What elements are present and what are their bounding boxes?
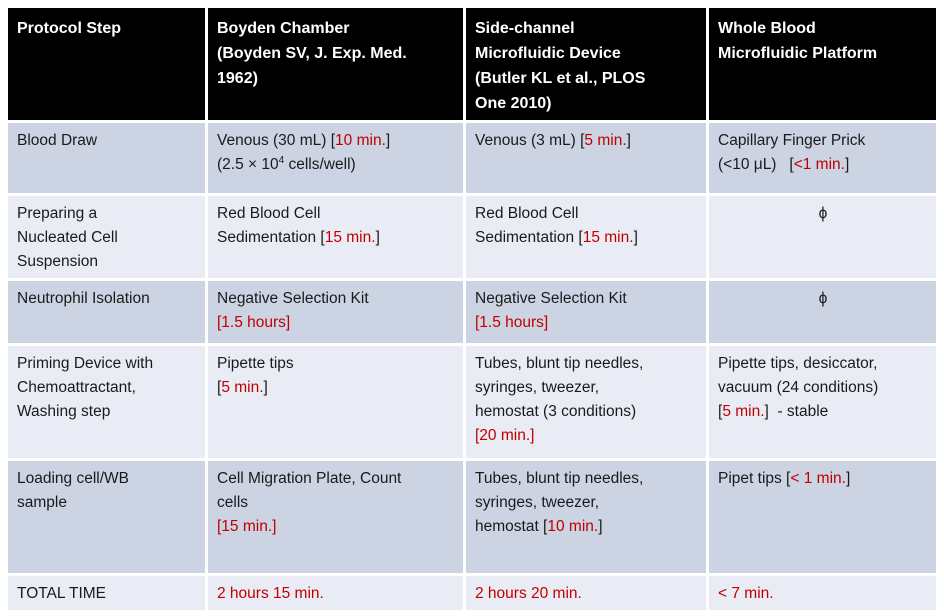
time-value: 2 hours 15 min.: [217, 585, 324, 602]
cell-text: Chemoattractant,: [17, 379, 136, 396]
value-cell: [709, 461, 936, 573]
cell-text: sample: [17, 494, 67, 511]
cell-text: ] - stable: [764, 403, 829, 420]
cell-text: Pipet tips [: [718, 470, 791, 487]
cell-line: [17, 582, 197, 606]
cell-line: [475, 352, 698, 376]
table-row: [8, 346, 936, 458]
cell-text: ]: [598, 518, 603, 535]
cell-text: Sedimentation [: [475, 229, 583, 246]
cell-line: [475, 582, 698, 606]
cell-line: [718, 352, 928, 376]
header-line: Microfluidic Device: [475, 45, 621, 62]
cell-line: [217, 376, 455, 400]
cell-line: [718, 153, 928, 177]
cell-text: vacuum (24 conditions): [718, 379, 879, 396]
cell-line: [17, 400, 197, 424]
cell-line: [475, 226, 698, 250]
time-value: 10 min.: [547, 518, 599, 535]
cell-line: [475, 129, 698, 153]
cell-line: [217, 311, 455, 335]
cell-line: [17, 202, 197, 226]
cell-line: [17, 287, 197, 311]
cell-line: [217, 287, 455, 311]
cell-line: [475, 424, 698, 448]
cell-text: Pipette tips, desiccator,: [718, 355, 878, 372]
cell-text: Red Blood Cell: [475, 205, 579, 222]
value-cell: [466, 123, 706, 193]
header-line: 1962): [217, 70, 258, 87]
time-value: [1.5 hours]: [217, 314, 291, 331]
cell-text: [: [217, 379, 222, 396]
step-cell: [8, 346, 205, 458]
value-cell: [466, 346, 706, 458]
cell-text: Negative Selection Kit: [475, 290, 627, 307]
header-line: (Butler KL et al., PLOS: [475, 70, 646, 87]
time-value: 10 min.: [335, 132, 386, 149]
cell-text: ]: [626, 132, 631, 149]
time-value: 5 min.: [221, 379, 264, 396]
cell-text: 4: [278, 154, 285, 166]
cell-text: Negative Selection Kit: [217, 290, 369, 307]
step-cell: [8, 281, 205, 343]
time-value: 15 min.: [324, 229, 376, 246]
cell-text: Preparing a: [17, 205, 98, 222]
header-line: Protocol Step: [17, 20, 122, 37]
header-line: Boyden Chamber: [217, 20, 350, 37]
value-cell: [466, 281, 706, 343]
cell-text: Venous (3 mL) [: [475, 132, 585, 149]
cell-text: Red Blood Cell: [217, 205, 321, 222]
cell-text: [: [718, 403, 723, 420]
cell-line: [217, 515, 455, 539]
value-cell: [208, 346, 463, 458]
step-cell: [8, 576, 205, 610]
cell-text: hemostat [: [475, 518, 548, 535]
header-line: One 2010): [475, 95, 552, 112]
table-row: [8, 461, 936, 573]
cell-line: [17, 491, 197, 515]
cell-line: [217, 153, 455, 177]
time-value: <1 min.: [793, 156, 845, 173]
column-header: [466, 8, 706, 120]
table-body: [8, 123, 936, 610]
header-line: Side-channel: [475, 20, 575, 37]
header-line: Microfluidic Platform: [718, 45, 878, 62]
time-value: 5 min.: [722, 403, 765, 420]
cell-line: [217, 129, 455, 153]
cell-line: [17, 467, 197, 491]
cell-line: [475, 311, 698, 335]
cell-line: [718, 202, 928, 226]
cell-text: ϕ: [818, 290, 828, 307]
cell-text: Priming Device with: [17, 355, 154, 372]
cell-line: [217, 467, 455, 491]
time-value: [1.5 hours]: [475, 314, 549, 331]
cell-text: ]: [844, 156, 850, 173]
value-cell: [709, 576, 936, 610]
value-cell: [208, 461, 463, 573]
time-value: < 1 min.: [790, 470, 846, 487]
value-cell: [208, 123, 463, 193]
cell-line: [718, 467, 928, 491]
header-row: [8, 8, 936, 120]
column-header: [208, 8, 463, 120]
cell-text: Loading cell/WB: [17, 470, 130, 487]
cell-text: Tubes, blunt tip needles,: [475, 355, 644, 372]
value-cell: [208, 281, 463, 343]
cell-line: [217, 582, 455, 606]
cell-line: [475, 202, 698, 226]
cell-text: ]: [375, 229, 380, 246]
cell-text: (2.5 × 10: [217, 156, 279, 173]
cell-line: [475, 515, 698, 539]
value-cell: [208, 196, 463, 278]
table-row: [8, 123, 936, 193]
cell-line: [475, 491, 698, 515]
cell-text: hemostat (3 conditions): [475, 403, 637, 420]
cell-text: Nucleated Cell: [17, 229, 118, 246]
time-value: 2 hours 20 min.: [475, 585, 582, 602]
cell-line: [17, 129, 197, 153]
header-line: (Boyden SV, J. Exp. Med.: [217, 45, 407, 62]
value-cell: [709, 346, 936, 458]
value-cell: [709, 196, 936, 278]
cell-text: Blood Draw: [17, 132, 98, 149]
cell-text: Neutrophil Isolation: [17, 290, 150, 307]
value-cell: [466, 461, 706, 573]
cell-line: [475, 287, 698, 311]
cell-text: ϕ: [818, 205, 828, 222]
cell-line: [718, 129, 928, 153]
cell-text: Venous (30 mL) [: [217, 132, 336, 149]
cell-text: ]: [845, 470, 851, 487]
cell-text: cells: [217, 494, 249, 511]
time-value: < 7 min.: [718, 585, 774, 602]
value-cell: [709, 281, 936, 343]
cell-text: ]: [633, 229, 638, 246]
table-row: [8, 196, 936, 278]
column-header: [8, 8, 205, 120]
value-cell: [466, 196, 706, 278]
time-value: [20 min.]: [475, 427, 535, 444]
step-cell: [8, 196, 205, 278]
table-row: [8, 576, 936, 610]
cell-line: [475, 376, 698, 400]
cell-line: [217, 202, 455, 226]
cell-text: Suspension: [17, 253, 99, 270]
time-value: [15 min.]: [217, 518, 277, 535]
table-row: [8, 281, 936, 343]
cell-line: [17, 226, 197, 250]
cell-text: Cell Migration Plate, Count: [217, 470, 402, 487]
cell-line: [475, 467, 698, 491]
value-cell: [709, 123, 936, 193]
cell-line: [217, 491, 455, 515]
time-value: 5 min.: [584, 132, 627, 149]
protocol-comparison-table: [5, 5, 939, 613]
cell-line: [17, 250, 197, 274]
value-cell: [466, 576, 706, 610]
column-header: [709, 8, 936, 120]
time-value: 15 min.: [582, 229, 634, 246]
cell-text: syringes, tweezer,: [475, 494, 600, 511]
cell-line: [17, 352, 197, 376]
cell-line: [718, 287, 928, 311]
cell-line: [718, 582, 928, 606]
cell-text: Tubes, blunt tip needles,: [475, 470, 644, 487]
cell-line: [217, 352, 455, 376]
value-cell: [208, 576, 463, 610]
cell-line: [17, 376, 197, 400]
step-cell: [8, 123, 205, 193]
cell-text: ]: [385, 132, 391, 149]
cell-text: Washing step: [17, 403, 111, 420]
cell-line: [718, 400, 928, 424]
cell-text: TOTAL TIME: [17, 585, 106, 602]
cell-text: Sedimentation [: [217, 229, 325, 246]
cell-text: cells/well): [284, 156, 356, 173]
cell-text: Pipette tips: [217, 355, 294, 372]
cell-text: ]: [263, 379, 268, 396]
cell-line: [718, 376, 928, 400]
cell-line: [475, 400, 698, 424]
cell-text: (<10 μL) [: [718, 156, 794, 173]
header-line: Whole Blood: [718, 20, 816, 37]
cell-text: syringes, tweezer,: [475, 379, 600, 396]
table-header: [8, 8, 936, 120]
step-cell: [8, 461, 205, 573]
cell-text: Capillary Finger Prick: [718, 132, 866, 149]
cell-line: [217, 226, 455, 250]
